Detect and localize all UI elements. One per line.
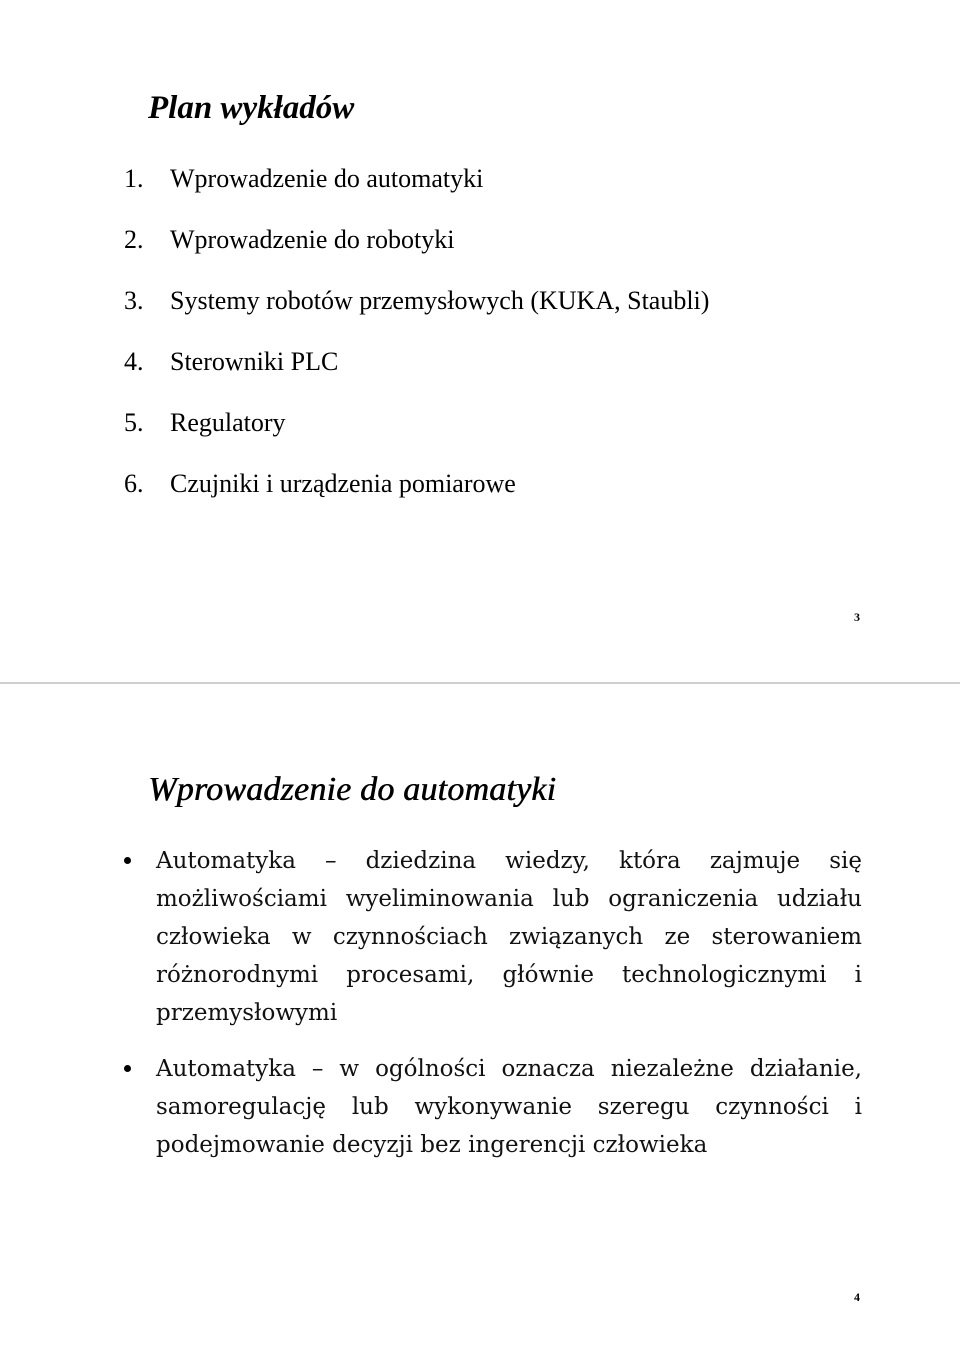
lecture-list <box>124 160 709 526</box>
slide-plan <box>0 0 960 683</box>
list-item <box>124 465 709 526</box>
item-label: Wprowadzenie do automatyki <box>170 164 484 193</box>
slide-title: Plan wykładów <box>148 90 355 126</box>
bullet-text: Automatyka – w ogólności oznacza niezależne działanie, samoregulację lub wykonywanie szeregu czynności i podejmowanie decyzji bez ingerencji człowieka <box>156 1056 862 1158</box>
item-label: Regulatory <box>170 408 286 437</box>
item-number: 1. <box>124 164 144 193</box>
list-item <box>124 160 709 221</box>
list-item <box>124 221 709 282</box>
bullet-icon <box>124 1065 131 1072</box>
page-number: 3 <box>854 610 860 624</box>
page-number: 4 <box>854 1290 860 1304</box>
bullet-text: Automatyka – dziedzina wiedzy, która zajmuje się możliwościami wyeliminowania lub ograniczenia udziału człowieka w czynnościach związanych ze sterowaniem różnorodnymi procesami, głównie technologicznymi i przemysłowymi <box>156 848 862 1026</box>
item-label: Czujniki i urządzenia pomiarowe <box>170 469 516 498</box>
slide-introduction <box>0 684 960 1367</box>
list-item <box>124 282 709 343</box>
item-label: Wprowadzenie do robotyki <box>170 225 455 254</box>
item-number: 2. <box>124 225 144 254</box>
item-label: Systemy robotów przemysłowych (KUKA, Staubli) <box>170 286 710 315</box>
item-number: 6. <box>124 469 144 498</box>
definition-list <box>124 842 862 1164</box>
bullet-icon <box>124 857 131 864</box>
list-item <box>124 404 709 465</box>
item-label: Sterowniki PLC <box>170 347 339 376</box>
slide-title: Wprowadzenie do automatyki <box>148 771 557 808</box>
list-item <box>124 1050 862 1164</box>
item-number: 5. <box>124 408 144 437</box>
list-item <box>124 842 862 1032</box>
list-item <box>124 343 709 404</box>
item-number: 4. <box>124 347 144 376</box>
item-number: 3. <box>124 286 144 315</box>
